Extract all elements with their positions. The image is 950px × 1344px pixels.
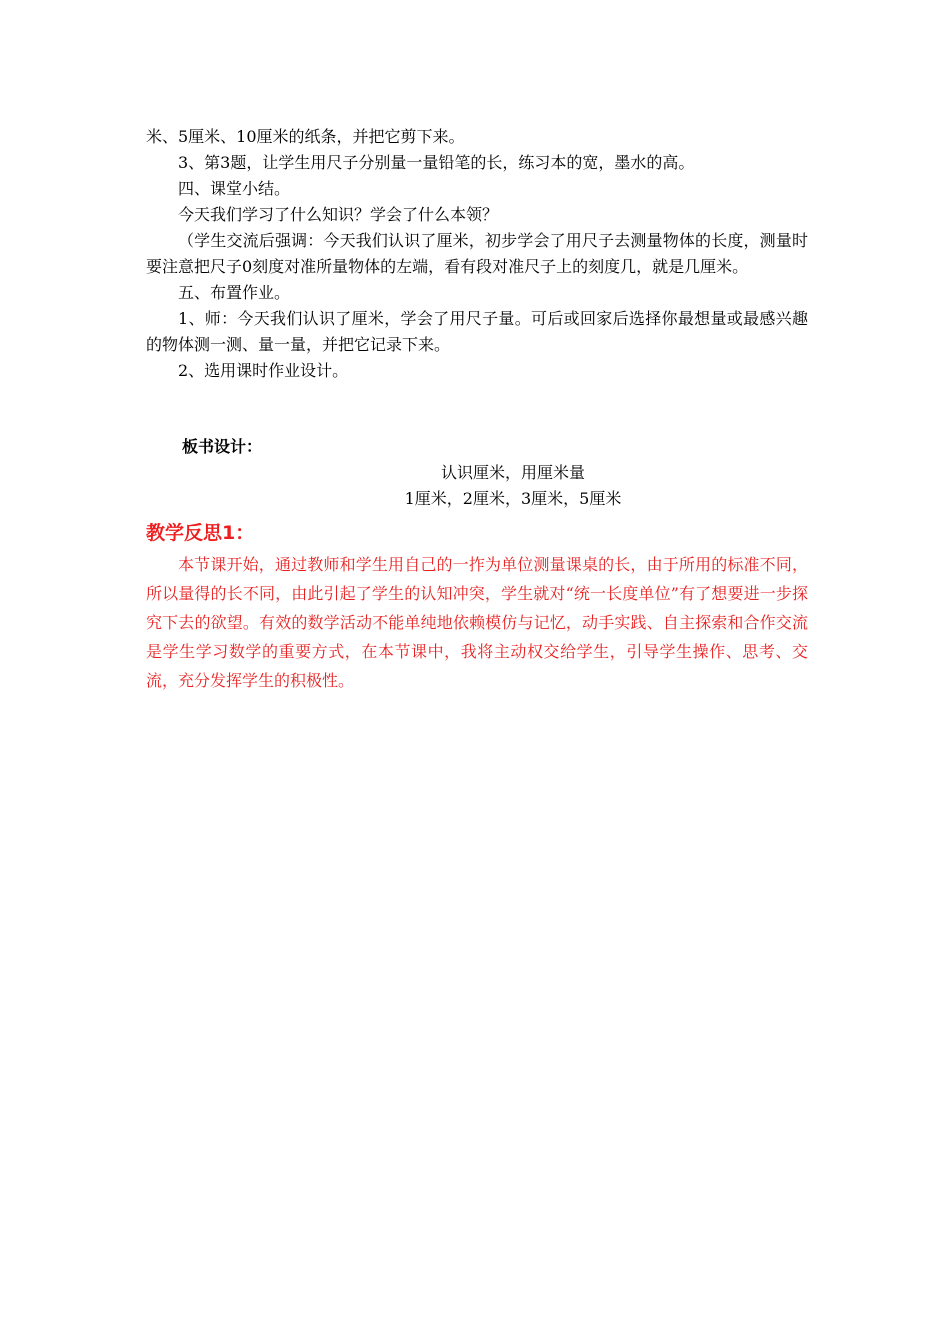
- lesson-paragraph: 米、5厘米、10厘米的纸条，并把它剪下来。: [146, 127, 465, 146]
- reflection-title: 教学反思1：: [146, 522, 255, 544]
- document-page: [146, 124, 808, 695]
- board-design-line: 1厘米，2厘米，3厘米，5厘米: [404, 489, 622, 508]
- board-design-heading: 板书设计：: [182, 437, 263, 456]
- reflection-body: 本节课开始，通过教师和学生用自己的一拃为单位测量课桌的长，由于所用的标准不同，所以量得的长不同，由此引起了学生的认知冲突，学生就对“统一长度单位”有了想要进一步探究下去的欲望。有效的数学活动不能单纯地依赖模仿与记忆，动手实践、自主探索和合作交流是学生学习数学的重要方式，在本节课中，我将主动权交给学生，引导学生操作、思考、交流，充分发挥学生的积极性。: [146, 555, 808, 690]
- lesson-paragraph: 1、师：今天我们认识了厘米，学会了用尺子量。可后或回家后选择你最想量或最感兴趣的物体测一测、量一量，并把它记录下来。: [146, 309, 808, 354]
- lesson-paragraph: 2、选用课时作业设计。: [178, 361, 349, 380]
- section-heading-summary: 四、课堂小结。: [178, 179, 291, 198]
- lesson-section: [146, 124, 808, 384]
- spacer: [146, 384, 808, 434]
- lesson-paragraph: 3、第3题，让学生用尺子分别量一量铅笔的长，练习本的宽，墨水的高。: [178, 153, 695, 172]
- board-design-section: [146, 434, 808, 512]
- reflection-section: [146, 518, 808, 695]
- board-design-line: 认识厘米，用厘米量: [440, 463, 585, 482]
- section-heading-homework: 五、布置作业。: [178, 283, 291, 302]
- lesson-paragraph: 今天我们学习了什么知识？学会了什么本领？: [178, 205, 499, 224]
- lesson-paragraph: （学生交流后强调：今天我们认识了厘米，初步学会了用尺子去测量物体的长度，测量时要注意把尺子0刻度对准所量物体的左端，看有段对准尺子上的刻度几，就是几厘米。: [146, 231, 808, 276]
